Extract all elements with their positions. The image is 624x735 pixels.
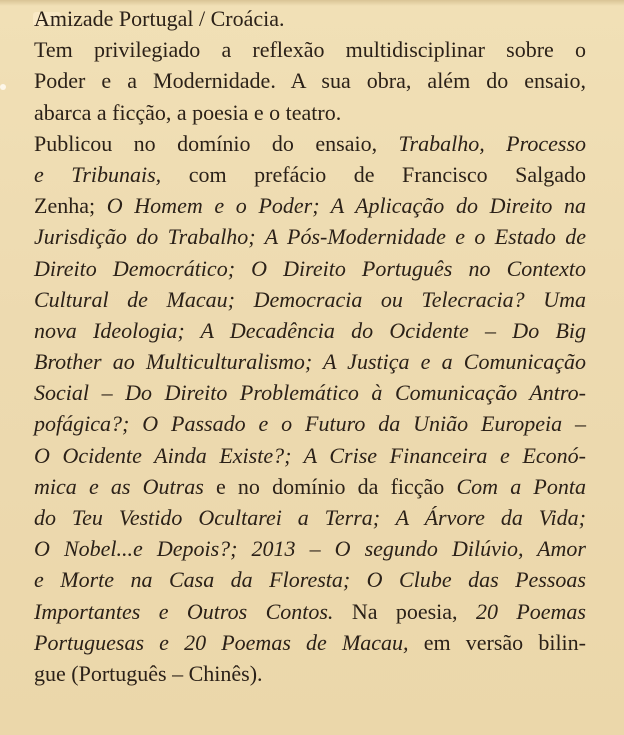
text-line xyxy=(34,502,586,533)
italic-title-text: O Homem e o Poder; A Aplicação do Direito na xyxy=(106,193,586,219)
italic-title-text: nova Ideologia; A Decadência do Ocidente – Do Big xyxy=(34,317,586,343)
italic-title-text: e Tribunais, xyxy=(34,161,162,187)
text-line xyxy=(34,190,586,221)
text-line xyxy=(34,471,586,502)
italic-title-text: pofágica?; O Passado e o Futuro da União Europeia – xyxy=(34,411,586,437)
italic-title-text: 20 Poemas xyxy=(475,598,586,624)
body-text-segment: e no domínio da ficção xyxy=(203,473,457,499)
body-text-segment: abarca a ficção, a poesia e o teatro. xyxy=(34,99,342,125)
text-line xyxy=(34,377,586,408)
text-line xyxy=(34,159,586,190)
body-text-segment: com prefácio de Francisco Salgado xyxy=(161,161,587,187)
text-line xyxy=(34,221,586,252)
italic-title-text: O Nobel...e Depois?; 2013 – O segundo Dilúvio, Amor xyxy=(34,536,586,562)
text-line xyxy=(34,34,586,65)
text-line xyxy=(34,128,586,159)
italic-title-text: Jurisdição do Trabalho; A Pós-Modernidade e o Estado de xyxy=(34,224,586,250)
body-text-segment: em versão bilin- xyxy=(408,629,586,655)
italic-title-text: Com a Ponta xyxy=(456,473,586,499)
body-text-segment: Poder e a Modernidade. A sua obra, além do ensaio, xyxy=(34,68,586,94)
italic-title-text: Cultural de Macau; Democracia ou Telecracia? Uma xyxy=(34,286,586,312)
text-line xyxy=(34,627,586,658)
italic-title-text: do Teu Vestido Ocultarei a Terra; A Árvore da Vida; xyxy=(34,505,586,530)
text-line xyxy=(34,408,586,439)
text-line xyxy=(34,3,586,34)
body-text-segment: gue (Português – Chinês). xyxy=(34,660,263,686)
text-line xyxy=(34,564,586,595)
italic-title-text: Brother ao Multiculturalismo; A Justiça e a Comunicação xyxy=(34,349,586,375)
text-line xyxy=(34,346,586,377)
italic-title-text: Direito Democrático; O Direito Português no Contexto xyxy=(34,255,586,281)
text-line xyxy=(34,440,586,471)
text-line xyxy=(34,533,586,564)
body-text-segment: Amizade Portugal / Croácia. xyxy=(34,6,285,31)
body-text xyxy=(34,3,586,689)
text-line xyxy=(34,658,586,689)
italic-title-text: e Morte na Casa da Floresta; O Clube das Pessoas xyxy=(34,567,586,593)
page-edge-mark xyxy=(0,84,6,90)
text-line xyxy=(34,596,586,627)
body-text-segment: Publicou no domínio do ensaio, xyxy=(34,130,399,156)
italic-title-text: O Ocidente Ainda Existe?; A Crise Financeira e Econó- xyxy=(34,442,586,468)
italic-title-text: mica e as Outras xyxy=(34,473,204,499)
text-line xyxy=(34,315,586,346)
italic-title-text: Importantes e Outros Contos. xyxy=(34,598,334,624)
text-line xyxy=(34,284,586,315)
italic-title-text: Portuguesas e 20 Poemas de Macau, xyxy=(34,629,409,655)
italic-title-text: Social – Do Direito Problemático à Comunicação Antro- xyxy=(34,380,586,406)
text-line xyxy=(34,253,586,284)
body-text-segment: Tem privilegiado a reflexão multidisciplinar sobre o xyxy=(34,37,586,63)
text-line xyxy=(34,65,586,96)
body-text-segment: Zenha; xyxy=(34,193,107,219)
body-text-segment: Na poesia, xyxy=(333,598,476,624)
italic-title-text: Trabalho, Processo xyxy=(398,130,587,156)
text-line xyxy=(34,97,586,128)
